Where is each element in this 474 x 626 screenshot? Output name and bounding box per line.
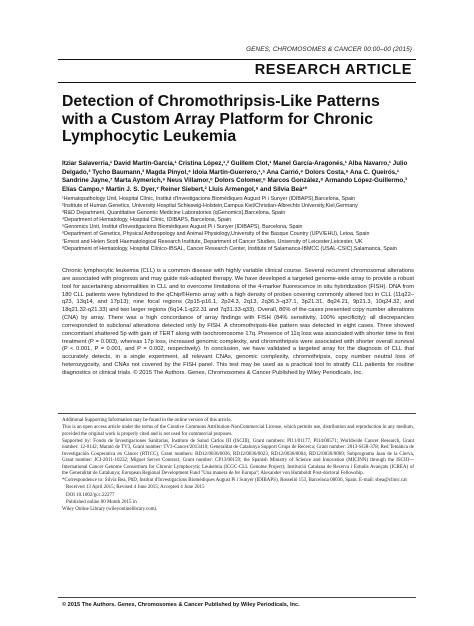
abstract-divider (58, 413, 416, 414)
header-rule-bottom (58, 82, 416, 83)
footnote-correspondence: *Correspondence to: Sílvia Beà, PhD, Institut d'Investigacions Biomèdiques August Pi i Sunyer (IDIBAPS), Rosselló 153, Barcelona 08036, Spain. E-mail: sbea@clinic.cat (62, 478, 407, 484)
header-rule-top (58, 59, 416, 60)
abstract-text: Chronic lymphocytic leukemia (CLL) is a common disease with highly variable clinical course. Several recurrent chromosomal alterations are associated with prognosis and may guide risk-adapted therapy. We have developed a targeted genome-wide array to provide a robust tool for ascertaining abnormalities in CLL and to overcome limitations of the 4-marker fluorescence in situ hybridization (FISH). DNA from 180 CLL patients were hybridized to the qChip®Hemo array with a high density of probes covering commonly altered loci in CLL (11q22–q23, 13q14, and 17p13); nine focal regions (2p15-p16.1, 2p24.3, 2q13, 2q36.3–q37.1, 3p21.31, 8q24.21, 9p21.3, 10q24.32, and 18q21.32-q21.33) and two larger regions (6q14.1-q22.31 and 7q31.33-q33). Overall, 86% of the cases presented copy number alterations (CNA) by array. There was a high concordance of array findings with FISH (84% sensitivity, 100% specificity); all discrepancies corresponded to subclonal alterations detected only by FISH. A chromothripsis-like pattern was detected in eight cases. Three showed concomitant shattered 5p with gain of TERT along with isochromosome 17q. Presence of 11q loss was associated with shorter time to first treatment (P = 0.003), whereas 17p loss, increased genomic complexity, and chromothripsis were associated with shorter overall survival (P < 0.001, P = 0.001, and P = 0.002, respectively). In conclusion, we have validated a targeted array for the diagnosis of CLL that accurately detects, in a single experiment, all relevant CNAs, genomic complexity, chromothripsis, copy number neutral loss of heterozygosity, and CNAs not covered by the FISH panel. This test may be used as a practical tool to stratify CLL patients for routine diagnostics or clinical trials. © 2015 The Authors. Genes, Chromosomes & Cancer Published by Wiley Periodicals, Inc. (62, 268, 414, 376)
article-title: Detection of Chromothripsis-Like Patterns with a Custom Array Platform for Chronic Lymphocytic Leukemia (62, 93, 380, 145)
footnote-wiley-library: Wiley Online Library (wileyonlinelibrary.com). (62, 506, 158, 512)
affiliation-item: ⁵Genomics Unit, Institut d'Investigacions Biomèdiques August Pi i Sunyer (IDIBAPS), Barcelona, Spain (62, 224, 303, 231)
footnote-license: This is an open access article under the terms of the Creative Commons Attribution-NonCommercial License, which permits use, distribution and reproduction in any medium, provided the original work is properly cited and is not used for commercial purposes. (62, 425, 414, 437)
footnote-doi: DOI 10.1002/gcc.22277 (66, 492, 115, 498)
section-label: RESEARCH ARTICLE (254, 62, 412, 78)
footnote-funding: Supported by: Fondo de Investigaciones Sanitarias, Instituto de Salud Carlos III (ISCIII), Grant numbers: PI11/01177, PI14/00571; Worldwide Cancer Research, Grant number: 12-0142; Marató de TV3, Grant number: TV3-Cancer/2013410; Generalitat de Catalunya Support Grups de Recerca; Grant number: 2013-SGR-378; Red Temática de Investigación Cooperativa en Cáncer (RTICC), Grant numbers: RD12/0036/0036, RD12/0036/0023, RD12/0036/0004, RD12/0036/0069; Subprograma Juan de la Cierva, Grant number: JCI-2011-10232; Miguel Servet Contract, Grant number: CP13/00159; the Spanish Ministry of Science and Innovation (MICINN) through the ISCIII—International Cancer Genome Consortium for Chronic Lymphocytic Leukemia (ICGC-CLL Genome Project); Institució Catalana de Recerca i Estudis Avançats (ICREA) of the Generalitat de Catalunya; European Regional Development Fund "Una manera de fer Europa"; Alexander von Humboldt Post-doctoral Fellowship. (62, 438, 414, 477)
footnote-published: Published online 00 Month 2015 in (66, 499, 137, 505)
footer-rule (58, 597, 416, 598)
affiliation-item: ²Institute of Human Genetics, University Hospital Schleswig-Holstein,Campus Kiel/Christian-Albrechts University,Kiel,Germany (62, 203, 358, 210)
footnotes-block (62, 418, 414, 514)
journal-running-head: GENES, CHROMOSOMES & CANCER 00:00–00 (2015) (246, 46, 412, 53)
affiliation-item: ⁸Department of Hematology, Hospital Clínico-IBSAL, Cancer Research Center, Institute of Salamanca-IBMCC (USAL-CSIC),Salamanca, Spain (62, 245, 397, 252)
footnote-supporting-info: Additional Supporting Information may be found in the online version of this article. (62, 418, 232, 423)
affiliation-item: ⁶Department of Genetics, Physical Anthropology and Animal Physiology,University of the Basque Country (UPV/EHU), Leioa, Spain (62, 231, 370, 238)
affiliation-item: ³R&D Department, Quantitative Genomic Medicine Laboratories (qGenomics),Barcelona, Spain (62, 210, 286, 217)
affiliation-list (62, 196, 418, 253)
footnote-received: Received 13 April 2015; Revised 4 June 2015; Accepted 4 June 2015 (66, 485, 205, 491)
affiliation-item: ¹Hematopathology Unit, Hospital Clínic, Institut d'Investigacions Biomèdiques August Pi i Sunyer (IDIBAPS),Barcelona, Spain (62, 196, 356, 202)
copyright-footer: © 2015 The Authors. Genes, Chromosomes & Cancer Published by Wiley Periodicals, Inc. (62, 602, 300, 608)
author-list: Itziar Salaverria,¹ David Martín-García,¹ Cristina López,¹,² Guillem Clot,¹ Manel García-Aragonés,¹ Alba Navarro,¹ Julio Delgado,³ Tycho Baumann,³ Magda Pinyol,⁴ Idoia Martín-Guerrero,¹,⁵ Ana Carrió,⁶ Dolors Costa,⁶ Ana C. Queirós,¹ Sandrine Jayne,⁷ Marta Aymerich,⁶ Neus Villamor,⁶ Dolors Colomer,⁶ Marcos González,⁸ Armando López-Guillermo,³ Elías Campo,⁶ Martin J. S. Dyer,⁷ Reiner Siebert,² Lluis Armengol,⁹ and Sílvia Beà¹* (62, 160, 408, 193)
affiliation-item: ⁴Department of Hematology, Hospital Clínic, IDIBAPS, Barcelona, Spain (62, 217, 232, 224)
affiliation-item: ⁷Ernest and Helen Scott Haematological Research Institute, Department of Cancer Studies, University of Leicester,Leicester, UK (62, 238, 363, 245)
